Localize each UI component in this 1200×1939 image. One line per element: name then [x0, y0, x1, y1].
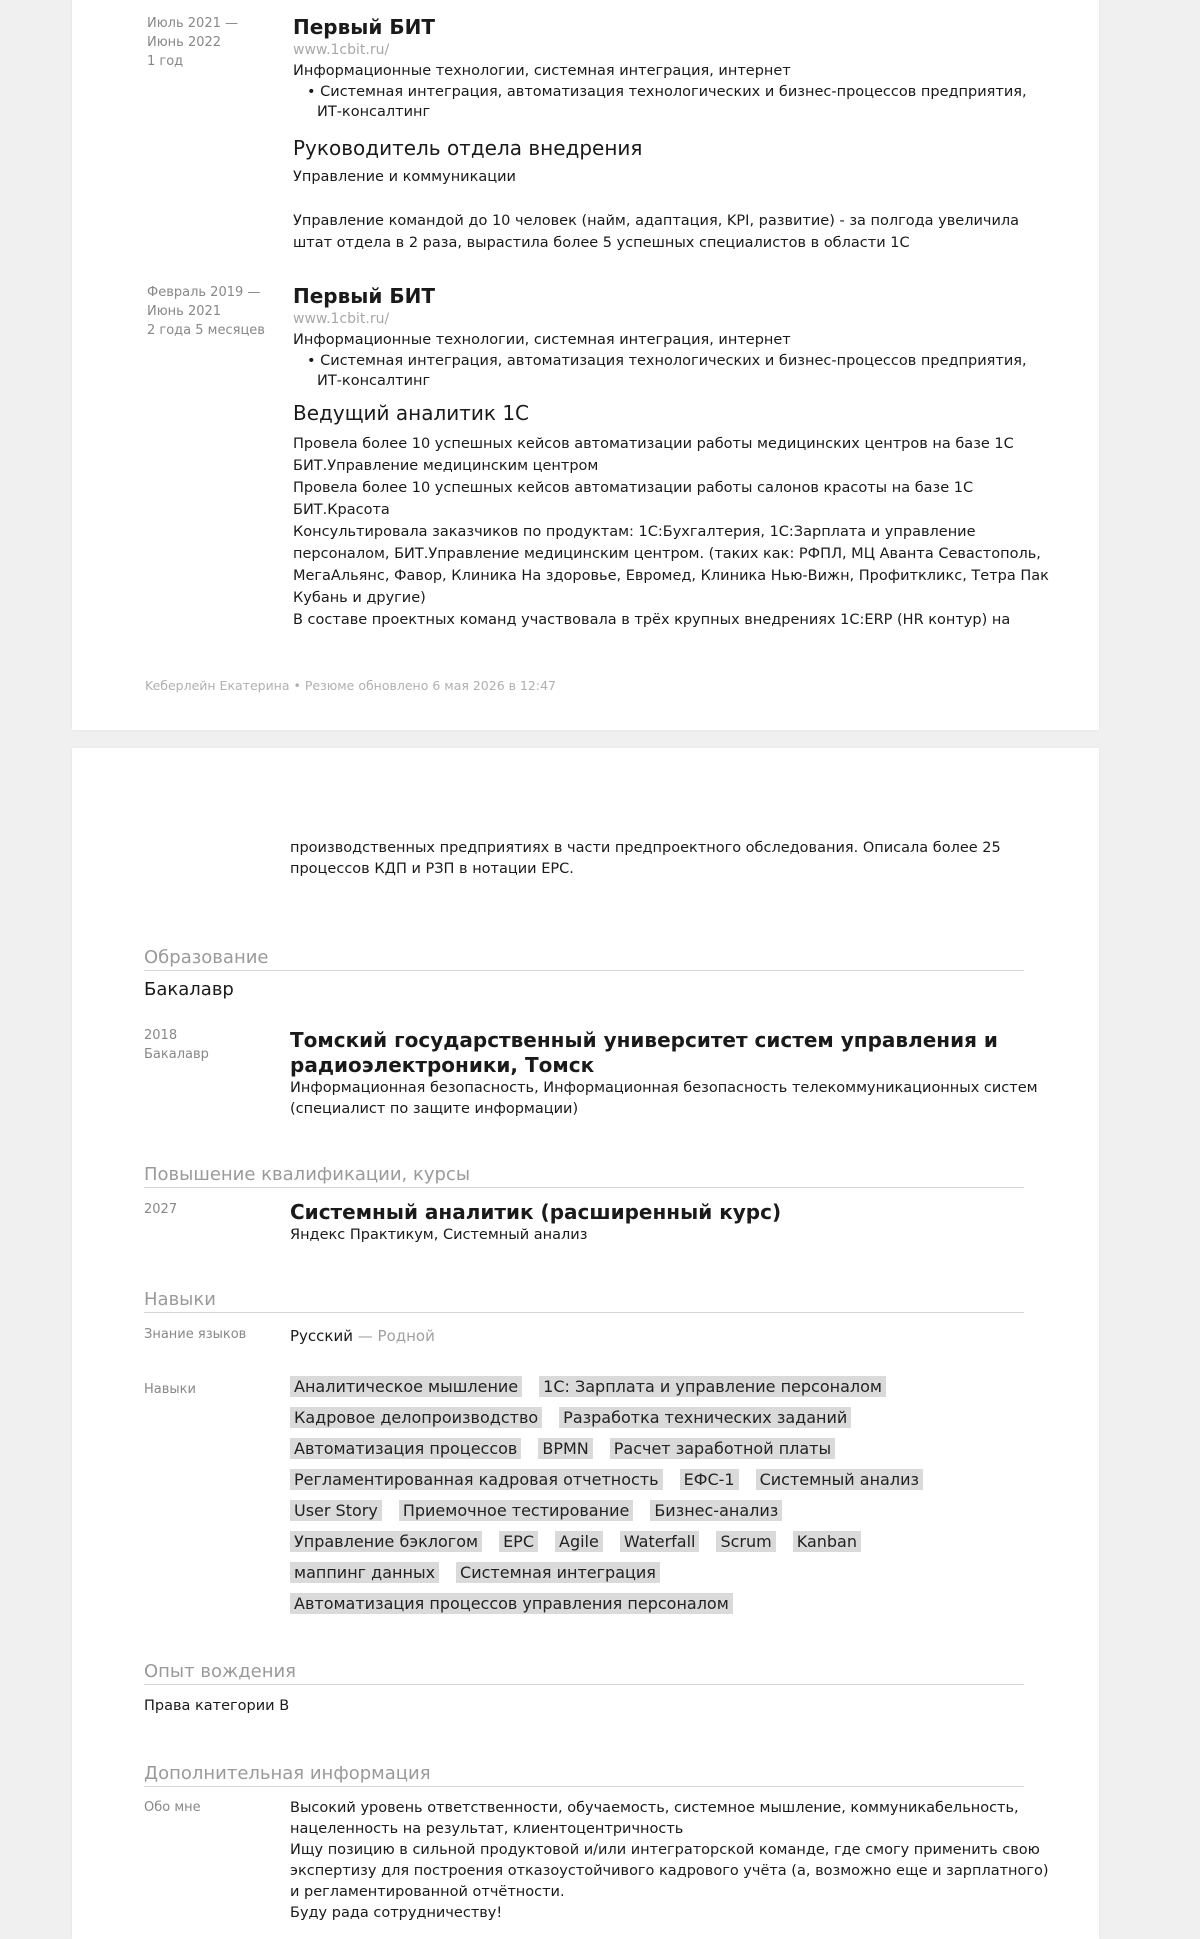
section-title-courses: Повышение квалификации, курсы	[144, 1163, 1024, 1188]
description-line: Управление командой до 10 человек (найм, адаптация, KPI, развитие) - за полгода увеличила штат отдела в 2 раза, вырастила более 5 успешных специалистов в области 1С	[293, 213, 1020, 251]
skill-row	[290, 1469, 990, 1500]
skill-row	[290, 1438, 990, 1469]
experience-dates	[147, 283, 277, 340]
about-label: Обо мне	[144, 1800, 201, 1815]
description-line: Провела более 10 успешных кейсов автоматизации работы салонов красоты на базе 1С БИТ.Красота	[293, 480, 974, 518]
about-line: Ищу позицию в сильной продуктовой и/или интеграторской команде, где смогу применить свою экспертизу для построения отказоустойчивого кадрового учёта (а, возможно еще и зарплатного) и регламентированной отчётности.	[290, 1842, 1049, 1900]
skill-tag: Системный анализ	[756, 1469, 923, 1490]
description-line: Провела более 10 успешных кейсов автоматизации работы медицинских центров на базе 1С БИТ.Управление медицинским центром	[293, 436, 1014, 474]
language-entry	[290, 1326, 1050, 1347]
course-name: Системный аналитик (расширенный курс)	[290, 1200, 782, 1224]
languages-label: Знание языков	[144, 1327, 247, 1342]
education-level: Бакалавр	[144, 979, 234, 1000]
skill-row	[290, 1562, 990, 1593]
resume-footer: Keбepлeйн Eкатерина • Резюме обновлено 6 мая 2026 в 12:47	[145, 678, 557, 693]
university-speciality: Информационная безопасность, Информационная безопасность телекоммуникационных систем (специалист по защите информации)	[290, 1080, 1038, 1117]
skill-tag: Бизнес-анализ	[650, 1500, 782, 1521]
date-start: Июль 2021 —	[147, 16, 238, 31]
experience-continuation: производственных предприятиях в части предпроектного обследования. Описала более 25 процессов КДП и РЗП в нотации EPC.	[290, 840, 1001, 877]
section-title-additional: Дополнительная информация	[144, 1762, 1024, 1787]
position-title: Ведущий аналитик 1С	[293, 401, 530, 425]
skill-tag: Приемочное тестирование	[399, 1500, 633, 1521]
company-industry: Информационные технологии, системная интеграция, интернет	[293, 332, 791, 348]
skill-tag: BPMN	[538, 1438, 592, 1459]
course-provider: Яндекс Практикум, Системный анализ	[290, 1227, 588, 1243]
skill-tag: Разработка технических заданий	[559, 1407, 851, 1428]
skill-tag: Расчет заработной платы	[610, 1438, 835, 1459]
skill-tag: Системная интеграция	[456, 1562, 660, 1583]
skill-tag: Кадровое делопроизводство	[290, 1407, 542, 1428]
about-body	[290, 1798, 1050, 1924]
description-line: Консультировала заказчиков по продуктам: 1С:Бухгалтерия, 1С:Зарплата и управление персоналом, БИТ.Управление медицинским центром. (таких как: РФПЛ, МЦ Аванта Севастополь, МегаАльянс, Фавор, Клиника На здоровье, Евромед, Клиника Нью-Вижн, Профиткликс, Тетра Пак Кубань и другие)	[293, 524, 1049, 606]
language-name: Русский	[290, 1327, 353, 1345]
skill-tag: Аналитическое мышление	[290, 1376, 522, 1397]
duration: 1 год	[147, 54, 184, 69]
education-body	[290, 1028, 1050, 1120]
education-dates	[144, 1026, 284, 1064]
skill-tag: Kanban	[793, 1531, 861, 1552]
company-industry: Информационные технологии, системная интеграция, интернет	[293, 63, 791, 79]
date-start: Февраль 2019 —	[147, 285, 261, 300]
industry-bullet: • Системная интеграция, автоматизация технологических и бизнес-процессов предприятия, ИТ-консалтинг	[307, 353, 1027, 389]
skill-tag: EPC	[499, 1531, 538, 1552]
about-line: Буду рада сотрудничеству!	[290, 1905, 503, 1921]
skill-tag: маппинг данных	[290, 1562, 439, 1583]
description-line: В составе проектных команд участвовала в трёх крупных внедрениях 1С:ERP (HR контур) на	[293, 612, 1011, 628]
skill-tag: User Story	[290, 1500, 382, 1521]
education-degree: Бакалавр	[144, 1047, 209, 1062]
about-line: Высокий уровень ответственности, обучаемость, системное мышление, коммуникабельность, нацеленность на результат, клиентоцентричность	[290, 1800, 1019, 1837]
skill-tag: Автоматизация процессов	[290, 1438, 521, 1459]
duration: 2 года 5 месяцев	[147, 323, 265, 338]
skills-label: Навыки	[144, 1382, 196, 1397]
education-year: 2018	[144, 1028, 178, 1043]
course-body	[290, 1200, 1050, 1246]
skill-tag: Agile	[555, 1531, 603, 1552]
language-level: — Родной	[352, 1327, 435, 1345]
company-name: Первый БИТ	[293, 284, 435, 308]
date-end: Июнь 2021	[147, 304, 222, 319]
university-name: Томский государственный университет систем управления и радиоэлектроники, Томск	[290, 1028, 998, 1077]
skill-tag: 1С: Зарплата и управление персоналом	[539, 1376, 886, 1397]
skill-tag: Waterfall	[620, 1531, 700, 1552]
experience-body	[293, 14, 1053, 254]
industry-bullet: • Системная интеграция, автоматизация технологических и бизнес-процессов предприятия, ИТ-консалтинг	[307, 84, 1027, 120]
skill-row	[290, 1376, 990, 1407]
skill-tag: Управление бэклогом	[290, 1531, 482, 1552]
skill-tag: Scrum	[716, 1531, 775, 1552]
course-year: 2027	[144, 1202, 178, 1217]
section-title-education: Образование	[144, 946, 1024, 971]
skill-row	[290, 1531, 990, 1562]
skill-tag: Автоматизация процессов управления персоналом	[290, 1593, 733, 1614]
skills-tags	[290, 1376, 990, 1624]
skill-row	[290, 1407, 990, 1438]
skill-row	[290, 1593, 990, 1624]
resume-page-1	[72, 0, 1099, 730]
company-name: Первый БИТ	[293, 15, 435, 39]
description-spacer	[293, 188, 1053, 210]
description-line: Управление и коммуникации	[293, 169, 516, 185]
experience-body	[293, 283, 1053, 631]
company-site-link[interactable]: www.1cbit.ru/	[293, 311, 390, 327]
skill-tag: Регламентированная кадровая отчетность	[290, 1469, 663, 1490]
position-title: Руководитель отдела внедрения	[293, 136, 643, 160]
section-title-skills: Навыки	[144, 1288, 1024, 1313]
date-end: Июнь 2022	[147, 35, 222, 50]
resume-page-2	[72, 748, 1099, 1939]
skill-tag: ЕФС-1	[680, 1469, 739, 1490]
experience-dates	[147, 14, 277, 71]
skill-row	[290, 1500, 990, 1531]
driving-license: Права категории B	[144, 1698, 290, 1714]
company-site-link[interactable]: www.1cbit.ru/	[293, 42, 390, 58]
section-title-driving: Опыт вождения	[144, 1660, 1024, 1685]
